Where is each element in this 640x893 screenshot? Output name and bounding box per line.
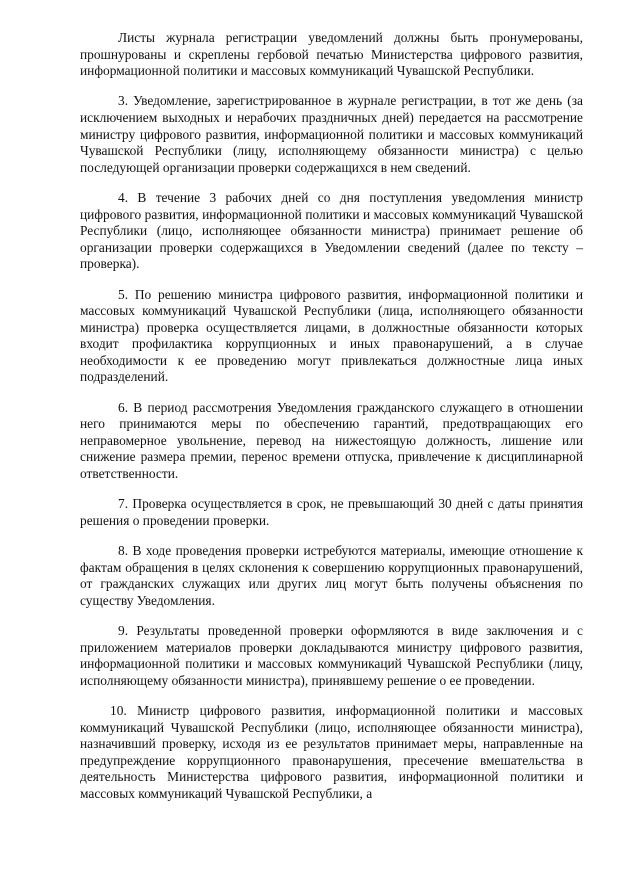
paragraph-6-guarantees: 6. В период рассмотрения Уведомления гражданского служащего в отношении него принимаются меры по обеспечению гарантий, предотвращающих его неправомерное увольнение, перевод на нижестоящую должность, лишение или снижение размера премии, перенос времени отпуска, привлечение к дисциплинарной ответственности.: [80, 399, 583, 482]
paragraph-5-verification-persons: 5. По решению министра цифрового развития, информационной политики и массовых коммуникаций Чувашской Республики (лица, исполняющего обязанности министра) проверка осуществляется лицами, в должностные обязанности которых входит профилактика коррупционных и иных правонарушений, а в случае необходимости к ее проведению могут привлекаться должностные лица иных подразделений.: [80, 286, 583, 385]
paragraph-journal-sheets: Листы журнала регистрации уведомлений должны быть пронумерованы, прошнурованы и скреплены гербовой печатью Министерства цифрового развития, информационной политики и массовых коммуникаций Чувашской Республики.: [80, 30, 583, 79]
paragraph-10-measures: 10. Министр цифрового развития, информационной политики и массовых коммуникаций Чувашской Республики (лицо, исполняющее обязанности министра), назначивший проверку, исходя из ее результатов принимает меры, направленные на предупреждение коррупционного правонарушения, пресечение вмешательства в деятельность Министерства цифрового развития, информационной политики и массовых коммуникаций Чувашской Республики, а: [80, 702, 583, 801]
paragraph-3-registration: 3. Уведомление, зарегистрированное в журнале регистрации, в тот же день (за исключением выходных и нерабочих праздничных дней) передается на рассмотрение министру цифрового развития, информационной политики и массовых коммуникаций Чувашской Республики (лицу, исполняющему обязанности министра) с целью последующей организации проверки содержащихся в нем сведений.: [80, 93, 583, 175]
paragraph-7-term: 7. Проверка осуществляется в срок, не превышающий 30 дней с даты принятия решения о проведении проверки.: [80, 496, 583, 528]
paragraph-9-results: 9. Результаты проведенной проверки оформляются в виде заключения и с приложением материалов проверки докладываются министру цифрового развития, информационной политики и массовых коммуникаций Чувашской Республики (лицу, исполняющему обязанности министра), принявшему решение о ее проведении.: [80, 622, 583, 688]
paragraph-4-decision: 4. В течение 3 рабочих дней со дня поступления уведомления министр цифрового развития, информационной политики и массовых коммуникаций Чувашской Республики (лицо, исполняющее обязанности министра) принимает решение об организации проверки содержащихся в Уведомлении сведений (далее по тексту – проверка).: [80, 189, 583, 272]
document-page: [80, 30, 583, 803]
paragraph-8-materials: 8. В ходе проведения проверки истребуются материалы, имеющие отношение к фактам обращения в целях склонения к совершению коррупционных правонарушений, от гражданских служащих или других лиц могут быть получены объяснения по существу Уведомления.: [80, 543, 583, 608]
